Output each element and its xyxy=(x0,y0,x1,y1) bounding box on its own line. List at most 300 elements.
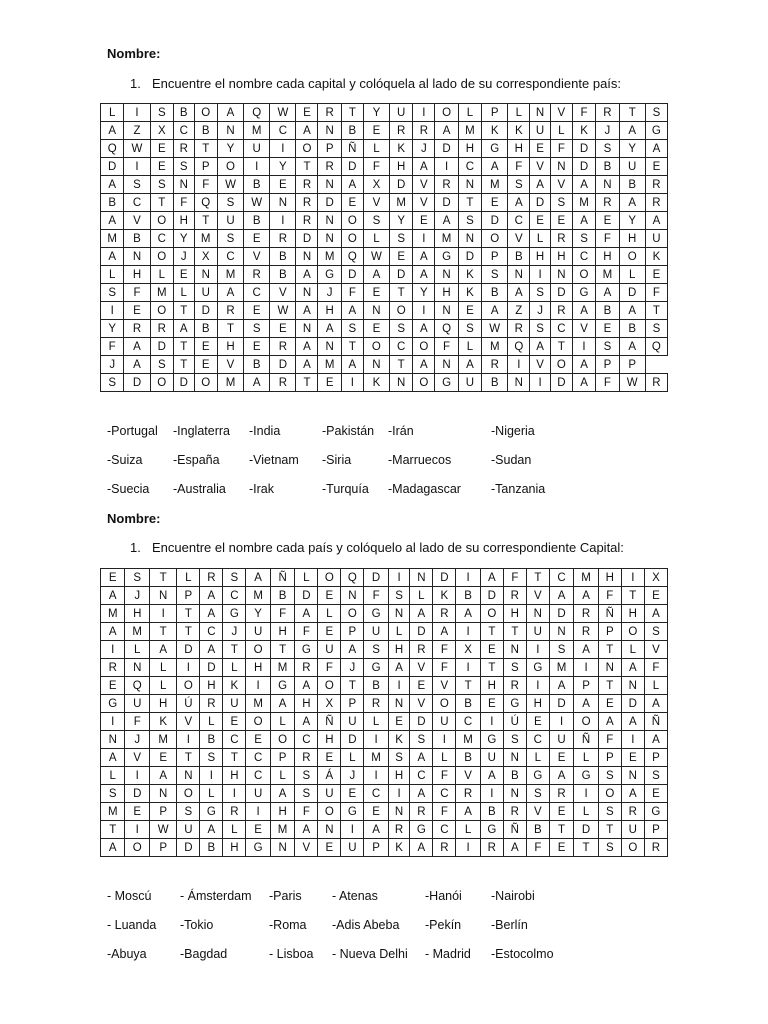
grid-cell: E xyxy=(644,785,667,803)
grid-cell: I xyxy=(364,731,388,749)
grid-cell: W xyxy=(619,374,645,392)
grid-cell: M xyxy=(270,821,294,839)
grid-cell: D xyxy=(295,587,318,605)
grid-cell: E xyxy=(246,731,270,749)
grid-cell: B xyxy=(456,695,480,713)
grid-cell: R xyxy=(574,623,598,641)
grid-cell: S xyxy=(390,230,413,248)
grid-cell: R xyxy=(596,104,619,122)
grid-cell: A xyxy=(101,212,124,230)
grid-cell: V xyxy=(433,677,456,695)
grid-cell: A xyxy=(413,158,435,176)
grid-cell: L xyxy=(295,569,318,587)
grid-cell: N xyxy=(318,122,341,140)
grid-cell: I xyxy=(124,158,150,176)
grid-cell: F xyxy=(598,587,621,605)
grid-cell: L xyxy=(173,284,194,302)
grid-cell: J xyxy=(413,140,435,158)
grid-cell: A xyxy=(200,587,223,605)
grid-cell: Y xyxy=(413,284,435,302)
grid-cell: A xyxy=(572,356,595,374)
grid-cell: A xyxy=(435,122,458,140)
grid-cell: D xyxy=(194,302,217,320)
grid-cell: U xyxy=(621,821,644,839)
grid-cell: O xyxy=(318,569,341,587)
grid-row xyxy=(101,140,668,158)
grid-cell: E xyxy=(480,641,503,659)
grid-cell: L xyxy=(223,821,246,839)
grid-cell: G xyxy=(295,641,318,659)
grid-cell: I xyxy=(341,821,364,839)
grid-cell: S xyxy=(223,569,246,587)
grid-cell: X xyxy=(363,176,389,194)
grid-cell: T xyxy=(549,821,573,839)
grid-cell: S xyxy=(150,356,173,374)
grid-cell: H xyxy=(270,623,294,641)
word-list-item: - Luanda xyxy=(107,918,157,932)
grid-cell: T xyxy=(390,284,413,302)
grid-cell: I xyxy=(177,731,200,749)
grid-cell: A xyxy=(598,713,621,731)
grid-cell: K xyxy=(149,713,176,731)
grid-cell: E xyxy=(101,569,125,587)
grid-cell: N xyxy=(318,212,341,230)
grid-cell: I xyxy=(388,785,410,803)
grid-row xyxy=(101,302,668,320)
grid-cell: S xyxy=(644,623,667,641)
grid-cell: G xyxy=(270,677,294,695)
grid-cell: A xyxy=(388,659,410,677)
grid-cell: U xyxy=(480,749,503,767)
grid-cell: I xyxy=(246,677,270,695)
grid-cell: A xyxy=(619,122,645,140)
grid-cell: O xyxy=(433,695,456,713)
grid-cell: S xyxy=(388,749,410,767)
grid-cell: B xyxy=(244,212,270,230)
grid-cell: D xyxy=(410,713,433,731)
grid-cell: F xyxy=(596,374,619,392)
grid-row xyxy=(101,749,668,767)
grid-cell: L xyxy=(200,785,223,803)
grid-cell: S xyxy=(482,266,508,284)
grid-cell: R xyxy=(364,695,388,713)
grid-cell: O xyxy=(296,140,318,158)
grid-cell: D xyxy=(341,731,364,749)
grid-cell: P xyxy=(598,749,621,767)
grid-cell: C xyxy=(246,767,270,785)
grid-cell: Q xyxy=(508,338,530,356)
grid-cell: M xyxy=(458,122,481,140)
grid-row xyxy=(101,374,668,392)
grid-cell: R xyxy=(645,194,667,212)
grid-cell: I xyxy=(388,569,410,587)
grid-cell: M xyxy=(101,605,125,623)
grid-cell: I xyxy=(574,659,598,677)
grid-cell: K xyxy=(458,284,481,302)
grid-cell: V xyxy=(530,356,551,374)
grid-cell: S xyxy=(177,803,200,821)
word-list-item: -India xyxy=(249,424,281,438)
grid-cell: T xyxy=(598,677,621,695)
grid-cell: A xyxy=(435,212,458,230)
grid-cell: H xyxy=(223,839,246,857)
word-list-item: - Nueva Delhi xyxy=(332,947,408,961)
grid-cell: A xyxy=(217,284,243,302)
grid-cell: H xyxy=(125,605,149,623)
grid-cell: F xyxy=(572,104,595,122)
grid-cell: E xyxy=(458,302,481,320)
grid-cell: A xyxy=(341,356,363,374)
grid-cell: C xyxy=(410,767,433,785)
grid-cell: F xyxy=(364,587,388,605)
grid-cell: I xyxy=(413,104,435,122)
grid-cell: Q xyxy=(341,569,364,587)
grid-cell: B xyxy=(270,266,296,284)
grid-cell: T xyxy=(598,821,621,839)
grid-cell: N xyxy=(458,176,481,194)
word-list-item: -Paris xyxy=(269,889,302,903)
grid-cell: N xyxy=(194,266,217,284)
grid-row xyxy=(101,212,668,230)
grid-cell: N xyxy=(318,176,341,194)
grid-cell: U xyxy=(244,140,270,158)
grid-cell: I xyxy=(388,677,410,695)
grid-cell: M xyxy=(194,230,217,248)
grid-cell: D xyxy=(619,284,645,302)
grid-cell: R xyxy=(645,374,667,392)
grid-row xyxy=(101,356,668,374)
grid-cell: C xyxy=(458,158,481,176)
grid-cell: O xyxy=(390,302,413,320)
word-list-item: -Pakistán xyxy=(322,424,375,438)
grid-cell: T xyxy=(619,104,645,122)
grid-cell: R xyxy=(508,320,530,338)
grid-cell: K xyxy=(508,122,530,140)
word-list-item: -Sudan xyxy=(491,453,532,467)
grid-cell: D xyxy=(124,374,150,392)
grid-cell: R xyxy=(503,587,526,605)
grid-cell: C xyxy=(526,731,549,749)
grid-cell: O xyxy=(482,230,508,248)
grid-row xyxy=(101,122,668,140)
grid-cell: V xyxy=(177,713,200,731)
grid-cell: W xyxy=(149,821,176,839)
grid-cell: B xyxy=(508,248,530,266)
grid-cell: F xyxy=(270,605,294,623)
grid-row xyxy=(101,659,668,677)
grid-row xyxy=(101,194,668,212)
grid-cell: I xyxy=(124,104,150,122)
grid-cell: N xyxy=(526,605,549,623)
word-list-item: - Atenas xyxy=(332,889,378,903)
grid-cell: E xyxy=(596,320,619,338)
grid-cell: D xyxy=(435,194,458,212)
grid-cell: D xyxy=(530,194,551,212)
grid-cell: N xyxy=(549,623,573,641)
word-list-item: -Tokio xyxy=(180,918,214,932)
grid-cell: O xyxy=(621,623,644,641)
grid-row xyxy=(101,641,668,659)
grid-cell: A xyxy=(619,194,645,212)
grid-cell: A xyxy=(644,695,667,713)
grid-cell: G xyxy=(526,659,549,677)
grid-cell: U xyxy=(194,284,217,302)
grid-cell: V xyxy=(508,230,530,248)
grid-cell: E xyxy=(645,158,667,176)
grid-cell: O xyxy=(413,338,435,356)
word-search-grid-1 xyxy=(100,103,668,392)
grid-cell: D xyxy=(318,194,341,212)
grid-cell: S xyxy=(363,212,389,230)
grid-cell: A xyxy=(413,320,435,338)
grid-cell: A xyxy=(549,767,573,785)
grid-cell: T xyxy=(503,623,526,641)
word-list-item: -Irak xyxy=(249,482,274,496)
grid-cell: I xyxy=(480,713,503,731)
grid-cell: A xyxy=(480,569,503,587)
grid-cell: O xyxy=(550,356,572,374)
grid-cell: P xyxy=(644,749,667,767)
grid-cell: A xyxy=(295,821,318,839)
grid-cell: A xyxy=(572,374,595,392)
grid-cell: D xyxy=(177,641,200,659)
grid-cell: A xyxy=(173,320,194,338)
grid-cell: S xyxy=(645,104,667,122)
grid-cell: I xyxy=(435,158,458,176)
grid-cell: I xyxy=(246,803,270,821)
grid-cell: N xyxy=(363,302,389,320)
grid-cell: I xyxy=(101,641,125,659)
word-list-item: -Abuya xyxy=(107,947,147,961)
grid-cell: N xyxy=(318,230,341,248)
grid-cell: S xyxy=(596,338,619,356)
grid-cell: G xyxy=(574,767,598,785)
grid-cell: O xyxy=(177,785,200,803)
grid-cell: V xyxy=(572,320,595,338)
grid-cell: V xyxy=(530,158,551,176)
grid-cell: L xyxy=(125,641,149,659)
grid-cell: K xyxy=(458,266,481,284)
grid-cell: N xyxy=(318,821,341,839)
grid-cell: S xyxy=(644,767,667,785)
grid-cell: I xyxy=(223,785,246,803)
grid-cell: F xyxy=(341,284,363,302)
grid-cell: N xyxy=(341,587,364,605)
grid-cell: E xyxy=(598,695,621,713)
grid-cell: E xyxy=(244,230,270,248)
grid-cell: F xyxy=(644,659,667,677)
grid-cell: C xyxy=(217,248,243,266)
grid-cell: A xyxy=(619,338,645,356)
grid-cell: W xyxy=(124,140,150,158)
grid-cell: N xyxy=(149,785,176,803)
grid-cell: B xyxy=(503,767,526,785)
grid-cell: V xyxy=(270,284,296,302)
grid-cell: H xyxy=(621,605,644,623)
grid-cell: A xyxy=(296,356,318,374)
grid-cell: F xyxy=(173,194,194,212)
grid-cell: B xyxy=(200,731,223,749)
grid-cell: U xyxy=(318,785,341,803)
grid-cell: M xyxy=(482,338,508,356)
grid-row xyxy=(101,320,668,338)
grid-cell: R xyxy=(388,821,410,839)
grid-cell: H xyxy=(295,695,318,713)
grid-cell: B xyxy=(194,320,217,338)
grid-cell: R xyxy=(503,803,526,821)
grid-cell: R xyxy=(200,695,223,713)
grid-cell: A xyxy=(101,587,125,605)
grid-cell: A xyxy=(244,374,270,392)
instruction-text-2: Encuentre el nombre cada país y colóquelo al lado de su correspondiente Capital: xyxy=(152,540,624,555)
grid-cell: H xyxy=(503,605,526,623)
grid-cell: D xyxy=(341,158,363,176)
grid-cell: T xyxy=(341,677,364,695)
grid-cell: R xyxy=(574,605,598,623)
grid-cell: G xyxy=(364,605,388,623)
grid-cell: Y xyxy=(270,158,296,176)
grid-cell: U xyxy=(341,713,364,731)
grid-cell: R xyxy=(223,803,246,821)
grid-cell: B xyxy=(482,374,508,392)
grid-cell: A xyxy=(270,785,294,803)
grid-cell: I xyxy=(456,659,480,677)
grid-cell: I xyxy=(149,605,176,623)
grid-cell: O xyxy=(480,605,503,623)
grid-cell: E xyxy=(480,695,503,713)
grid-cell: Ñ xyxy=(270,569,294,587)
grid-cell: G xyxy=(101,695,125,713)
grid-cell: G xyxy=(246,839,270,857)
grid-cell: L xyxy=(458,338,481,356)
grid-cell: F xyxy=(433,803,456,821)
grid-cell: Ñ xyxy=(318,713,341,731)
grid-cell: B xyxy=(526,821,549,839)
grid-cell: D xyxy=(621,695,644,713)
grid-cell: F xyxy=(295,623,318,641)
grid-cell: A xyxy=(410,839,433,857)
grid-cell: C xyxy=(549,569,573,587)
grid-cell: U xyxy=(390,104,413,122)
word-list-item: -Nairobi xyxy=(491,889,535,903)
grid-cell: A xyxy=(101,248,124,266)
grid-cell: B xyxy=(619,176,645,194)
grid-cell: F xyxy=(318,659,341,677)
grid-cell: B xyxy=(596,302,619,320)
grid-cell: N xyxy=(270,839,294,857)
grid-cell: F xyxy=(645,284,667,302)
grid-cell: L xyxy=(388,623,410,641)
grid-cell: S xyxy=(101,785,125,803)
grid-cell: U xyxy=(549,731,573,749)
grid-cell: P xyxy=(194,158,217,176)
grid-cell: N xyxy=(296,284,318,302)
word-list-item: -Turquía xyxy=(322,482,369,496)
grid-cell: W xyxy=(270,302,296,320)
grid-cell: D xyxy=(341,266,363,284)
grid-cell: N xyxy=(435,302,458,320)
grid-cell: M xyxy=(217,266,243,284)
grid-cell: U xyxy=(318,641,341,659)
grid-cell: E xyxy=(621,749,644,767)
grid-cell: U xyxy=(223,695,246,713)
grid-cell: E xyxy=(549,803,573,821)
grid-cell: T xyxy=(223,641,246,659)
grid-cell: S xyxy=(217,194,243,212)
grid-cell: Ñ xyxy=(574,731,598,749)
grid-row xyxy=(101,104,668,122)
grid-cell: I xyxy=(456,623,480,641)
grid-cell: R xyxy=(644,839,667,857)
grid-cell: R xyxy=(101,659,125,677)
grid-cell: E xyxy=(363,320,389,338)
grid-cell: T xyxy=(341,104,363,122)
grid-cell: N xyxy=(621,677,644,695)
grid-cell: H xyxy=(550,248,572,266)
grid-cell: V xyxy=(410,659,433,677)
grid-cell: L xyxy=(149,677,176,695)
grid-cell: S xyxy=(596,140,619,158)
grid-cell: G xyxy=(200,803,223,821)
grid-cell: M xyxy=(150,284,173,302)
grid-cell: E xyxy=(194,356,217,374)
grid-cell: C xyxy=(433,785,456,803)
grid-cell: X xyxy=(194,248,217,266)
grid-cell: R xyxy=(410,803,433,821)
grid-cell: O xyxy=(194,104,217,122)
grid-cell: L xyxy=(530,230,551,248)
grid-cell: L xyxy=(177,569,200,587)
grid-cell: A xyxy=(621,659,644,677)
grid-cell: Ú xyxy=(503,713,526,731)
grid-cell: A xyxy=(295,677,318,695)
grid-cell: C xyxy=(200,623,223,641)
grid-cell: V xyxy=(526,587,549,605)
grid-cell: E xyxy=(101,677,125,695)
grid-cell: Q xyxy=(645,338,667,356)
word-list-item: - Ámsterdam xyxy=(180,889,252,903)
grid-cell: N xyxy=(621,767,644,785)
grid-cell: D xyxy=(549,695,573,713)
grid-cell: H xyxy=(173,212,194,230)
grid-cell: Y xyxy=(173,230,194,248)
word-list-item: -Adis Abeba xyxy=(332,918,400,932)
grid-cell: D xyxy=(101,158,124,176)
grid-cell: E xyxy=(318,587,341,605)
grid-cell: D xyxy=(150,338,173,356)
grid-cell: H xyxy=(530,248,551,266)
grid-cell: O xyxy=(150,302,173,320)
grid-cell: E xyxy=(526,713,549,731)
grid-cell: L xyxy=(410,587,433,605)
word-list-item: - Moscú xyxy=(107,889,152,903)
grid-cell: A xyxy=(200,641,223,659)
grid-cell: H xyxy=(318,731,341,749)
grid-cell: T xyxy=(177,605,200,623)
grid-cell: K xyxy=(433,587,456,605)
grid-cell: E xyxy=(388,713,410,731)
grid-cell: A xyxy=(645,212,667,230)
grid-cell: A xyxy=(530,338,551,356)
grid-cell: L xyxy=(574,749,598,767)
grid-cell: E xyxy=(410,677,433,695)
grid-cell: S xyxy=(200,749,223,767)
grid-cell: P xyxy=(341,623,364,641)
grid-cell: A xyxy=(101,749,125,767)
grid-cell: K xyxy=(572,122,595,140)
grid-cell: N xyxy=(388,605,410,623)
grid-cell: B xyxy=(200,839,223,857)
